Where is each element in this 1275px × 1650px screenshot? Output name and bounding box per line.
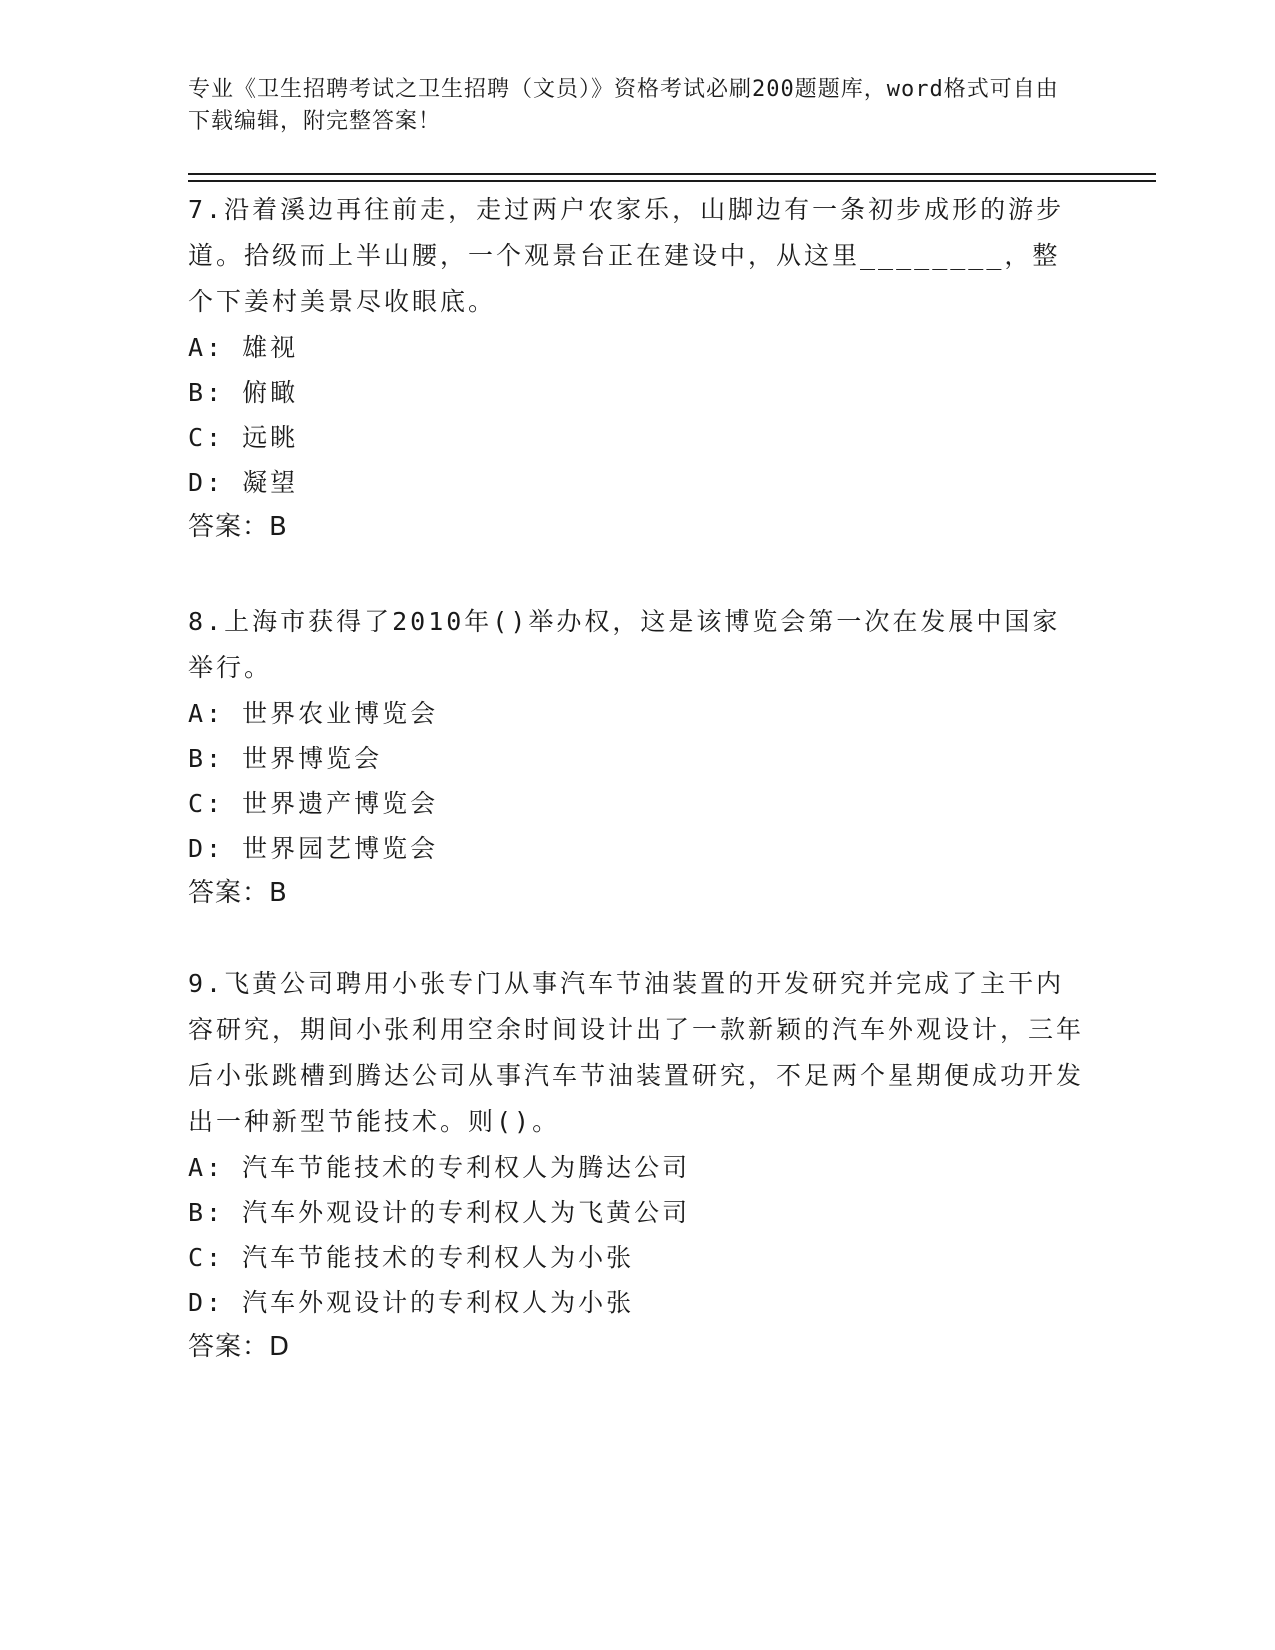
question-7	[188, 187, 1088, 550]
option-c: C: 汽车节能技术的专利权人为小张	[188, 1243, 635, 1272]
option-b: B: 世界博览会	[188, 744, 383, 773]
question-8	[188, 599, 1088, 916]
option-a: A: 雄视	[188, 333, 299, 362]
question-stem: 7.沿着溪边再往前走，走过两户农家乐，山脚边有一条初步成形的游步道。拾级而上半山腰，一个观景台正在建设中，从这里________，整个下姜村美景尽收眼底。	[188, 195, 1065, 316]
header-title: 专业《卫生招聘考试之卫生招聘（文员）》资格考试必刷200题题库，word格式可自由下载编辑，附完整答案！	[188, 77, 1059, 134]
answer: 答案：D	[188, 1332, 291, 1362]
option-a: A: 世界农业博览会	[188, 699, 439, 728]
option-d: D: 世界园艺博览会	[188, 834, 439, 863]
option-b: B: 汽车外观设计的专利权人为飞黄公司	[188, 1198, 691, 1227]
question-9	[188, 961, 1088, 1370]
option-b: B: 俯瞰	[188, 378, 299, 407]
header-rule-top	[188, 173, 1156, 175]
header-rule-bottom	[188, 180, 1156, 182]
option-a: A: 汽车节能技术的专利权人为腾达公司	[188, 1153, 691, 1182]
option-c: C: 远眺	[188, 423, 299, 452]
option-d: D: 凝望	[188, 468, 299, 497]
option-c: C: 世界遗产博览会	[188, 789, 439, 818]
answer: 答案：B	[188, 878, 288, 908]
document-header	[188, 74, 1068, 138]
answer: 答案：B	[188, 512, 288, 542]
option-d: D: 汽车外观设计的专利权人为小张	[188, 1288, 635, 1317]
question-stem: 9.飞黄公司聘用小张专门从事汽车节油装置的开发研究并完成了主干内容研究，期间小张利用空余时间设计出了一款新颖的汽车外观设计，三年后小张跳槽到腾达公司从事汽车节油装置研究，不足两个星期便成功开发出一种新型节能技术。则()。	[188, 969, 1085, 1136]
question-stem: 8.上海市获得了2010年()举办权，这是该博览会第一次在发展中国家举行。	[188, 607, 1061, 682]
